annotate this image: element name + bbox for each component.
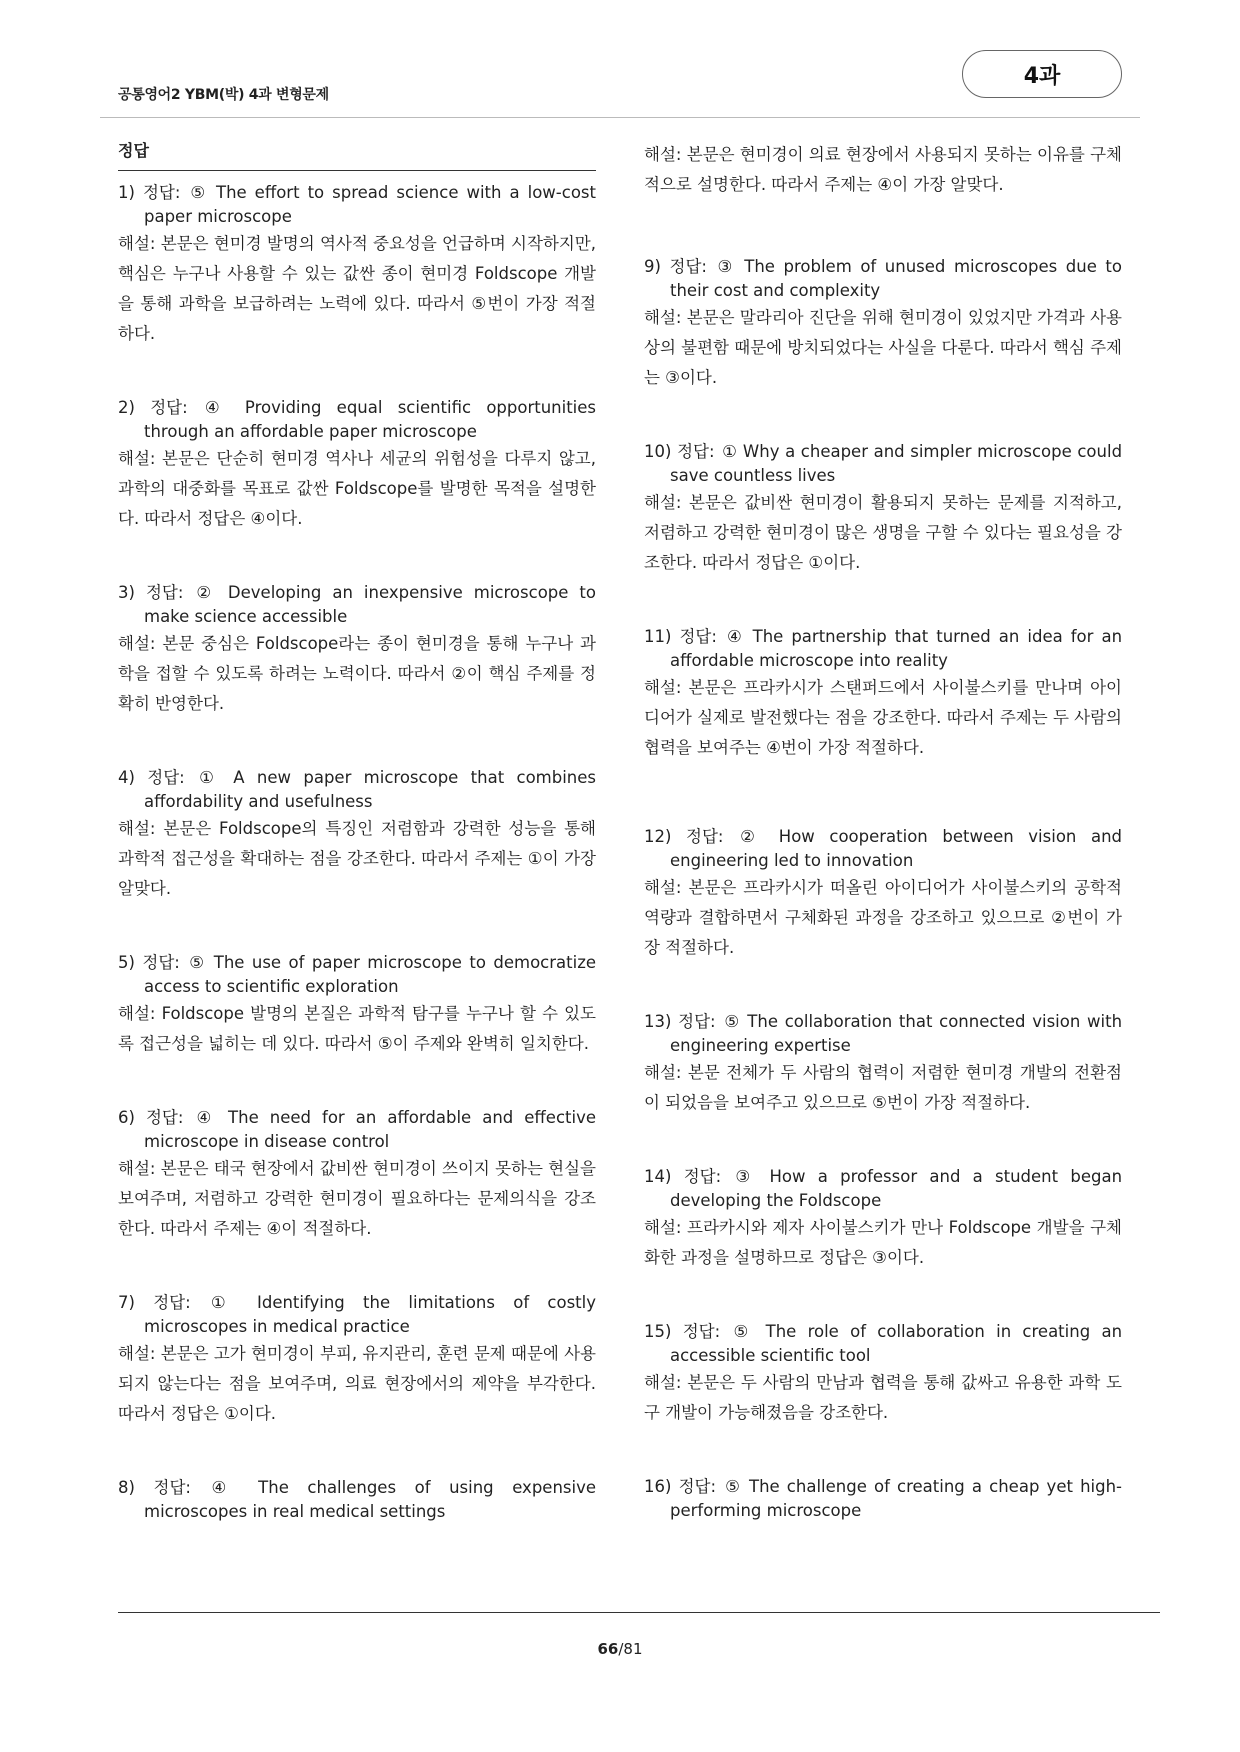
answer-item-10 (644, 440, 1122, 578)
answer-choice: ③ (735, 1167, 758, 1186)
answer-choice: ⑤ (190, 183, 208, 202)
answer-item-7 (118, 1291, 596, 1429)
answer-choice: ② (196, 583, 217, 602)
section-title: 정답 (118, 141, 149, 160)
answer-label: 정답: (686, 827, 724, 846)
answer-text: The challenges of using expensive microscopes in real medical settings (144, 1478, 596, 1521)
answer-item-5 (118, 951, 596, 1059)
answer-label: 정답: (678, 1477, 717, 1496)
header-divider (100, 117, 1140, 118)
answer-item-4 (118, 766, 596, 904)
answer-line (644, 1165, 1122, 1213)
item-number: 12) (644, 827, 672, 846)
answer-line (118, 766, 596, 814)
answer-label: 정답: (677, 442, 715, 461)
item-number: 8) (118, 1478, 135, 1497)
total-pages: /81 (618, 1640, 643, 1658)
answer-label: 정답: (145, 583, 184, 602)
answer-text: The role of collaboration in creating an accessible scientific tool (670, 1322, 1123, 1365)
explanation: 해설: 본문은 현미경 발명의 역사적 중요성을 언급하며 시작하지만, 핵심은 누구나 사용할 수 있는 값싼 종이 현미경 Foldscope 개발을 통해 과학을 보급하려는 노력에 있다. 따라서 ⑤번이 가장 적절하다. (118, 234, 596, 343)
answer-line (644, 1010, 1122, 1058)
right-column (644, 140, 1122, 1570)
answer-choice: ④ (211, 1478, 240, 1497)
answer-choice: ④ (204, 398, 230, 417)
item-number: 13) (644, 1012, 672, 1031)
explanation-continued: 해설: 본문은 현미경이 의료 현장에서 사용되지 못하는 이유를 구체적으로 설명한다. 따라서 주제는 ④이 가장 알맞다. (644, 145, 1122, 194)
answer-label: 정답: (142, 953, 180, 972)
answer-text: The challenge of creating a cheap yet high-performing microscope (670, 1477, 1122, 1520)
explanation: 해설: 본문은 Foldscope의 특징인 저렴함과 강력한 성능을 통해 과학적 접근성을 확대하는 점을 강조한다. 따라서 주제는 ①이 가장 알맞다. (118, 819, 596, 898)
answer-item-3 (118, 581, 596, 719)
item-number: 7) (118, 1293, 135, 1312)
answer-label: 정답: (145, 1108, 184, 1127)
answer-label: 정답: (153, 1478, 191, 1497)
item-number: 9) (644, 257, 661, 276)
answer-line (644, 1320, 1122, 1368)
answer-label: 정답: (150, 398, 188, 417)
answer-text: The partnership that turned an idea for an affordable microscope into reality (670, 627, 1123, 670)
answer-choice: ② (740, 827, 765, 846)
answer-text: How a professor and a student began developing the Foldscope (670, 1167, 1123, 1210)
answer-text: Identifying the limitations of costly microscopes in medical practice (144, 1293, 596, 1336)
answer-label: 정답: (142, 183, 181, 202)
answer-item-11 (644, 625, 1122, 763)
answer-choice: ⑤ (724, 1012, 741, 1031)
answer-text: The use of paper microscope to democratize access to scientific exploration (144, 953, 597, 996)
answer-label: 정답: (678, 1012, 716, 1031)
answer-text: Why a cheaper and simpler microscope could save countless lives (670, 442, 1123, 485)
answer-item-14 (644, 1165, 1122, 1273)
answer-item-12 (644, 825, 1122, 963)
item-number: 1) (118, 183, 135, 202)
answer-text: The problem of unused microscopes due to their cost and complexity (670, 257, 1122, 300)
explanation: 해설: 본문 중심은 Foldscope라는 종이 현미경을 통해 누구나 과학을 접할 수 있도록 하려는 노력이다. 따라서 ②이 핵심 주제를 정확히 반영한다. (118, 634, 596, 713)
explanation: 해설: 본문은 두 사람의 만남과 협력을 통해 값싸고 유용한 과학 도구 개발이 가능해졌음을 강조한다. (644, 1373, 1122, 1422)
answer-choice: ⑤ (733, 1322, 755, 1341)
answer-label: 정답: (153, 1293, 191, 1312)
item-number: 16) (644, 1477, 672, 1496)
item-number: 2) (118, 398, 135, 417)
explanation: 해설: 본문은 값비싼 현미경이 활용되지 못하는 문제를 지적하고, 저렴하고 강력한 현미경이 많은 생명을 구할 수 있다는 필요성을 강조한다. 따라서 정답은 ①이다. (644, 493, 1122, 572)
answer-line (644, 1475, 1122, 1523)
answer-label: 정답: (683, 1167, 722, 1186)
answer-line (118, 181, 596, 229)
answer-choice: ⑤ (189, 953, 207, 972)
answer-choice: ① (722, 442, 738, 461)
item-number: 14) (644, 1167, 672, 1186)
answer-text: The collaboration that connected vision with engineering expertise (670, 1012, 1123, 1055)
explanation: 해설: Foldscope 발명의 본질은 과학적 탐구를 누구나 할 수 있도록 접근성을 넓히는 데 있다. 따라서 ⑤이 주제와 완벽히 일치한다. (118, 1004, 596, 1053)
answer-label: 정답: (669, 257, 707, 276)
answer-item-8 (118, 1476, 596, 1524)
footer-divider (118, 1612, 1160, 1613)
answer-label: 정답: (682, 1322, 721, 1341)
answer-text: How cooperation between vision and engineering led to innovation (670, 827, 1123, 870)
answer-item-16 (644, 1475, 1122, 1523)
answer-label: 정답: (147, 768, 185, 787)
item-number: 3) (118, 583, 135, 602)
answer-line (118, 396, 596, 444)
answer-line (644, 825, 1122, 873)
answer-item-1 (118, 181, 596, 349)
current-page: 66 (597, 1640, 619, 1658)
explanation: 해설: 본문은 프라카시가 떠올린 아이디어가 사이불스키의 공학적 역량과 결합하면서 구체화된 과정을 강조하고 있으므로 ②번이 가장 적절하다. (644, 878, 1122, 957)
answer-item-9 (644, 255, 1122, 393)
item-number: 10) (644, 442, 672, 461)
item-number: 4) (118, 768, 135, 787)
explanation: 해설: 본문 전체가 두 사람의 협력이 저렴한 현미경 개발의 전환점이 되었음을 보여주고 있으므로 ⑤번이 가장 적절하다. (644, 1063, 1122, 1112)
answer-line (644, 255, 1122, 303)
explanation: 해설: 본문은 태국 현장에서 값비싼 현미경이 쓰이지 못하는 현실을 보여주며, 저렴하고 강력한 현미경이 필요하다는 문제의식을 강조한다. 따라서 주제는 ④이 적절하다. (118, 1159, 596, 1238)
explanation: 해설: 본문은 말라리아 진단을 위해 현미경이 있었지만 가격과 사용상의 불편함 때문에 방치되었다는 사실을 다룬다. 따라서 핵심 주제는 ③이다. (644, 308, 1122, 387)
item-number: 5) (118, 953, 135, 972)
answer-choice: ⑤ (725, 1477, 742, 1496)
answer-item-6 (118, 1106, 596, 1244)
page-number (0, 1640, 1240, 1658)
item-number: 15) (644, 1322, 672, 1341)
answer-text: The need for an affordable and effective microscope in disease control (144, 1108, 596, 1151)
explanation: 해설: 프라카시와 제자 사이불스키가 만나 Foldscope 개발을 구체화한 과정을 설명하므로 정답은 ③이다. (644, 1218, 1122, 1267)
answer-line (118, 1476, 596, 1524)
left-column (118, 140, 596, 1571)
explanation: 해설: 본문은 프라카시가 스탠퍼드에서 사이불스키를 만나며 아이디어가 실제로 발전했다는 점을 강조한다. 따라서 주제는 두 사람의 협력을 보여주는 ④번이 가장 적절하다. (644, 678, 1122, 757)
document-title: 공통영어2 YBM(박) 4과 변형문제 (118, 87, 329, 103)
answer-text: The effort to spread science with a low-cost paper microscope (144, 183, 596, 226)
answer-line (118, 1291, 596, 1339)
explanation: 해설: 본문은 단순히 현미경 역사나 세균의 위험성을 다루지 않고, 과학의 대중화를 목표로 값싼 Foldscope를 발명한 목적을 설명한다. 따라서 정답은 ④이다. (118, 449, 596, 528)
explanation: 해설: 본문은 고가 현미경이 부피, 유지관리, 훈련 문제 때문에 사용되지 않는다는 점을 보여주며, 의료 현장에서의 제약을 부각한다. 따라서 정답은 ①이다. (118, 1344, 596, 1423)
answer-choice: ④ (196, 1108, 218, 1127)
answer-item-13 (644, 1010, 1122, 1118)
answer-item-15 (644, 1320, 1122, 1428)
answer-choice: ① (199, 768, 221, 787)
answer-text: Providing equal scientific opportunities through an affordable paper microscope (144, 398, 597, 441)
answer-item-2 (118, 396, 596, 534)
answer-text: A new paper microscope that combines affordability and usefulness (144, 768, 597, 811)
answer-line (644, 625, 1122, 673)
answer-line (118, 951, 596, 999)
answer-label: 정답: (679, 627, 717, 646)
section-divider (118, 170, 596, 171)
answer-line (118, 581, 596, 629)
answer-text: Developing an inexpensive microscope to make science accessible (144, 583, 596, 626)
answer-choice: ① (210, 1293, 239, 1312)
item-number: 6) (118, 1108, 135, 1127)
lesson-badge: 4과 (962, 50, 1122, 98)
answer-line (644, 440, 1122, 488)
item-number: 11) (644, 627, 672, 646)
answer-line (118, 1106, 596, 1154)
answer-choice: ④ (726, 627, 745, 646)
answer-choice: ③ (717, 257, 736, 276)
